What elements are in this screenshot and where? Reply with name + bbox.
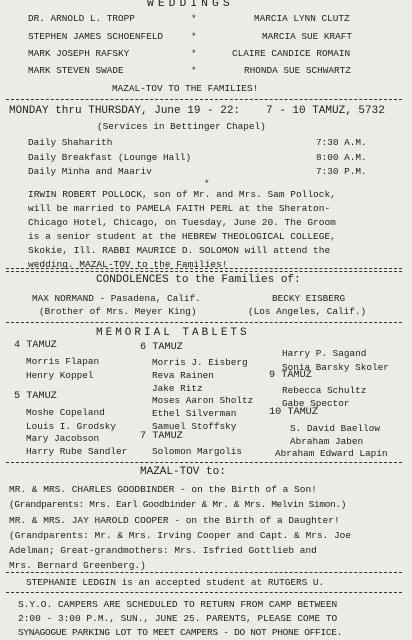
birth-entry-line: MR. & MRS. JAY HAROLD COOPER - on the Birth of a Daughter!	[9, 515, 340, 526]
schedule-item-1-time: 7:30 A.M.	[316, 137, 367, 148]
schedule-item-2-time: 8:00 A.M.	[316, 152, 367, 163]
schedule-heading-right: 7 - 10 TAMUZ, 5732	[266, 105, 385, 117]
wedding-groom-2: STEPHEN JAMES SCHOENFELD	[28, 31, 164, 42]
wedding-separator-2: *	[191, 31, 197, 42]
syo-line: 2:00 - 3:00 P.M., SUN., JUNE 25. PARENTS, PLEASE COME TO	[18, 613, 338, 624]
memorial-name: Gabe Spector	[282, 398, 350, 409]
birth-entry-line: Adelman; Great-grandmothers: Mrs. Isfried Gottlieb and	[9, 545, 317, 556]
wedding-bride-2: MARCIA SUE KRAFT	[262, 31, 353, 42]
condolence-left-name: MAX NORMAND - Pasadena, Calif.	[32, 293, 201, 304]
wedding-separator-1: *	[191, 13, 197, 24]
schedule-item-1-label: Daily Shaharith	[28, 137, 113, 148]
condolence-right-note: (Los Angeles, Calif.)	[248, 306, 367, 317]
weddings-heading: WEDDINGS	[147, 0, 234, 10]
memorial-name: Harry Rube Sandler	[26, 446, 128, 457]
divider-4	[6, 462, 402, 463]
memorial-name: Solomon Margolis	[152, 446, 243, 457]
birth-entry-line: MR. & MRS. CHARLES GOODBINDER - on the Birth of a Son!	[9, 484, 317, 495]
announcement-line: Skokie, Ill. RABBI MAURICE D. SOLOMON will attend the	[28, 245, 331, 256]
wedding-bride-1: MARCIA LYNN CLUTZ	[254, 13, 350, 24]
schedule-item-3-label: Daily Minha and Maariv	[28, 166, 152, 177]
wedding-separator-3: *	[191, 48, 197, 59]
memorial-name: Jake Ritz	[152, 383, 203, 394]
memorial-name: Harry P. Sagand	[282, 348, 367, 359]
memorial-date: 7 TAMUZ	[140, 431, 183, 442]
memorial-name: Abraham Jaben	[290, 436, 364, 447]
memorial-name: Samuel Stoffsky	[152, 421, 237, 432]
announcement-line: wedding. MAZAL-TOV to the Families!	[28, 259, 228, 270]
schedule-heading-left: MONDAY thru THURSDAY, June 19 - 22:	[9, 105, 241, 117]
weddings-mazal-tov: MAZAL-TOV TO THE FAMILIES!	[112, 83, 259, 94]
memorial-name: Sonia Barsky Skoler	[282, 362, 389, 373]
divider-2	[6, 268, 402, 272]
announcement-line: will be married to PAMELA FAITH PERL at the Sheraton-	[28, 203, 331, 214]
wedding-groom-4: MARK STEVEN SWADE	[28, 65, 124, 76]
birth-entry-line: (Grandparents: Mr. & Mrs. Irving Cooper and Capt. & Mrs. Joe	[9, 530, 352, 541]
memorial-name: Ethel Silverman	[152, 408, 237, 419]
schedule-item-2-label: Daily Breakfast (Lounge Hall)	[28, 152, 192, 163]
wedding-bride-3: CLAIRE CANDICE ROMAIN	[232, 48, 351, 59]
schedule-item-3-time: 7:30 P.M.	[316, 166, 367, 177]
syo-notice	[18, 598, 406, 640]
memorial-heading: MEMORIAL TABLETS	[96, 327, 250, 339]
memorial-name: S. David Baellow	[290, 423, 381, 434]
schedule-subheading: (Services in Bettinger Chapel)	[97, 121, 266, 132]
syo-line: S.Y.O. CAMPERS ARE SCHEDULED TO RETURN FROM CAMP BETWEEN	[18, 599, 338, 610]
birth-entry-line: (Grandparents: Mrs. Earl Goodbinder & Mr. & Mrs. Melvin Simon.)	[9, 499, 347, 510]
memorial-name: Morris J. Eisberg	[152, 357, 248, 368]
birth-entry-line: Mrs. Bernard Greenberg.)	[9, 560, 146, 571]
pollock-announcement	[28, 188, 388, 272]
memorial-date: 5 TAMUZ	[14, 391, 57, 402]
memorial-name: Henry Koppel	[26, 370, 94, 381]
memorial-date: 4 TAMUZ	[14, 340, 57, 351]
birth-entry-2	[9, 513, 405, 573]
wedding-separator-4: *	[191, 65, 197, 76]
memorial-name: Mary Jacobson	[26, 433, 100, 444]
condolence-left-note: (Brother of Mrs. Meyer King)	[39, 306, 197, 317]
condolences-heading: CONDOLENCES to the Families of:	[96, 274, 301, 286]
memorial-date: 6 TAMUZ	[140, 342, 183, 353]
announcement-line: Chicago Hotel, Chicago, on Tuesday, June 20. The Groom	[28, 217, 336, 228]
condolence-right-name: BECKY EISBERG	[272, 293, 346, 304]
divider-6	[6, 592, 402, 593]
birth-entry-1	[9, 482, 405, 512]
memorial-name: Moses Aaron Sholtz	[152, 395, 254, 406]
syo-line: SYNAGOGUE PARKING LOT TO MEET CAMPERS - DO NOT PHONE OFFICE.	[18, 627, 343, 638]
announcement-line: IRWIN ROBERT POLLOCK, son of Mr. and Mrs. Sam Pollock,	[28, 189, 336, 200]
memorial-name: Moshe Copeland	[26, 407, 105, 418]
wedding-bride-4: RHONDA SUE SCHWARTZ	[244, 65, 351, 76]
divider-1	[6, 99, 402, 100]
mazal-tov-heading: MAZAL-TOV to:	[140, 466, 226, 478]
wedding-groom-3: MARK JOSEPH RAFSKY	[28, 48, 130, 59]
memorial-name: Rebecca Schultz	[282, 385, 367, 396]
memorial-date: 9 TAMUZ	[269, 370, 312, 381]
memorial-name: Abraham Edward Lapin	[275, 448, 388, 459]
divider-5	[6, 572, 402, 573]
schedule-star: *	[204, 178, 210, 189]
memorial-name: Morris Flapan	[26, 356, 100, 367]
wedding-groom-1: DR. ARNOLD L. TROPP	[28, 13, 135, 24]
memorial-date: 10 TAMUZ	[269, 407, 318, 418]
memorial-name: Louis I. Grodsky	[26, 421, 117, 432]
student-note: STEPHANIE LEDGIN is an accepted student at RUTGERS U.	[26, 577, 325, 588]
memorial-name: Reva Rainen	[152, 370, 214, 381]
announcement-line: is a senior student at the HEBREW THEOLOGICAL COLLEGE,	[28, 231, 336, 242]
divider-3	[6, 322, 402, 323]
